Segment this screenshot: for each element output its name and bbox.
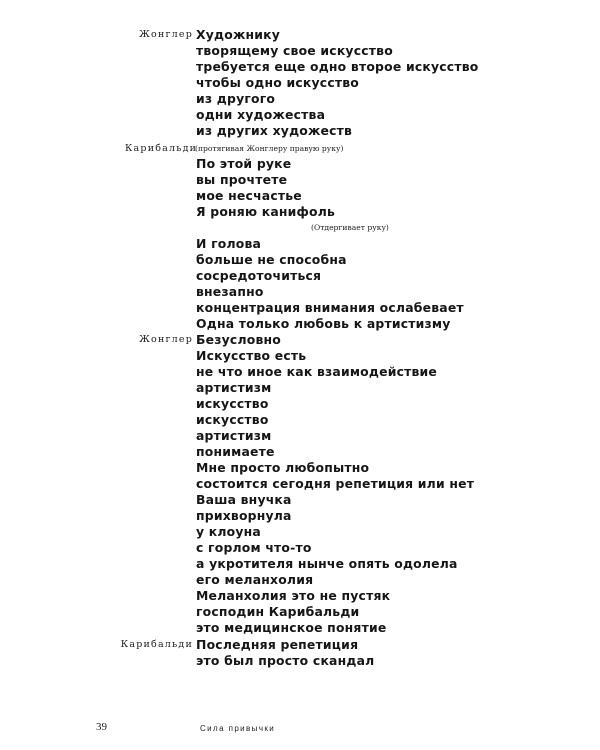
speaker-juggler: Жонглер xyxy=(139,334,193,345)
dialogue-line: чтобы одно искусство xyxy=(196,75,360,90)
dialogue-line: И голова xyxy=(196,236,262,251)
dialogue-line: Мне просто любопытно xyxy=(196,460,370,475)
running-title: Сила привычки xyxy=(200,724,276,733)
dialogue-line: Искусство есть xyxy=(196,348,307,363)
page-number: 39 xyxy=(96,721,107,733)
dialogue-line: одни художества xyxy=(196,107,326,122)
dialogue-line: Последняя репетиция xyxy=(196,637,359,652)
dialogue-line: а укротителя нынче опять одолела xyxy=(196,556,458,571)
dialogue-line: Одна только любовь к артистизму xyxy=(196,316,451,331)
dialogue-line: не что иное как взаимодействие xyxy=(196,364,438,379)
dialogue-line: понимаете xyxy=(196,444,275,459)
dialogue-line: у клоуна xyxy=(196,524,261,539)
stage-direction-offers-hand: (протягивая Жонглеру правую руку) xyxy=(195,144,344,153)
speaker-juggler: Жонглер xyxy=(139,29,193,40)
stage-direction-withdraws-hand: (Отдергивает руку) xyxy=(311,223,389,232)
speaker-caribaldi: Карибальди xyxy=(120,639,193,650)
dialogue-line: Безусловно xyxy=(196,332,281,347)
dialogue-line: требуется еще одно второе искусство xyxy=(196,59,479,74)
dialogue-line: больше не способна xyxy=(196,252,347,267)
dialogue-line: искусство xyxy=(196,396,269,411)
dialogue-line: с горлом что-то xyxy=(196,540,312,555)
dialogue-line: состоится сегодня репетиция или нет xyxy=(196,476,475,491)
dialogue-line: из других художеств xyxy=(196,123,353,138)
dialogue-line: Художнику xyxy=(196,27,281,42)
speaker-caribaldi: Карибальди xyxy=(125,143,198,154)
dialogue-line: Ваша внучка xyxy=(196,492,292,507)
dialogue-line: из другого xyxy=(196,91,276,106)
dialogue-line: прихворнула xyxy=(196,508,292,523)
dialogue-line: концентрация внимания ослабевает xyxy=(196,300,464,315)
dialogue-line: вы прочтете xyxy=(196,172,288,187)
dialogue-line: это был просто скандал xyxy=(196,653,375,668)
dialogue-line: господин Карибальди xyxy=(196,604,360,619)
dialogue-line: артистизм xyxy=(196,428,272,443)
dialogue-line: Я роняю канифоль xyxy=(196,204,336,219)
dialogue-line: его меланхолия xyxy=(196,572,314,587)
dialogue-line: это медицинское понятие xyxy=(196,620,387,635)
dialogue-line: Меланхолия это не пустяк xyxy=(196,588,391,603)
dialogue-line: внезапно xyxy=(196,284,264,299)
dialogue-line: артистизм xyxy=(196,380,272,395)
dialogue-line: По этой руке xyxy=(196,156,292,171)
dialogue-line: творящему свое искусство xyxy=(196,43,393,58)
dialogue-line: искусство xyxy=(196,412,269,427)
dialogue-line: сосредоточиться xyxy=(196,268,322,283)
dialogue-line: мое несчастье xyxy=(196,188,302,203)
